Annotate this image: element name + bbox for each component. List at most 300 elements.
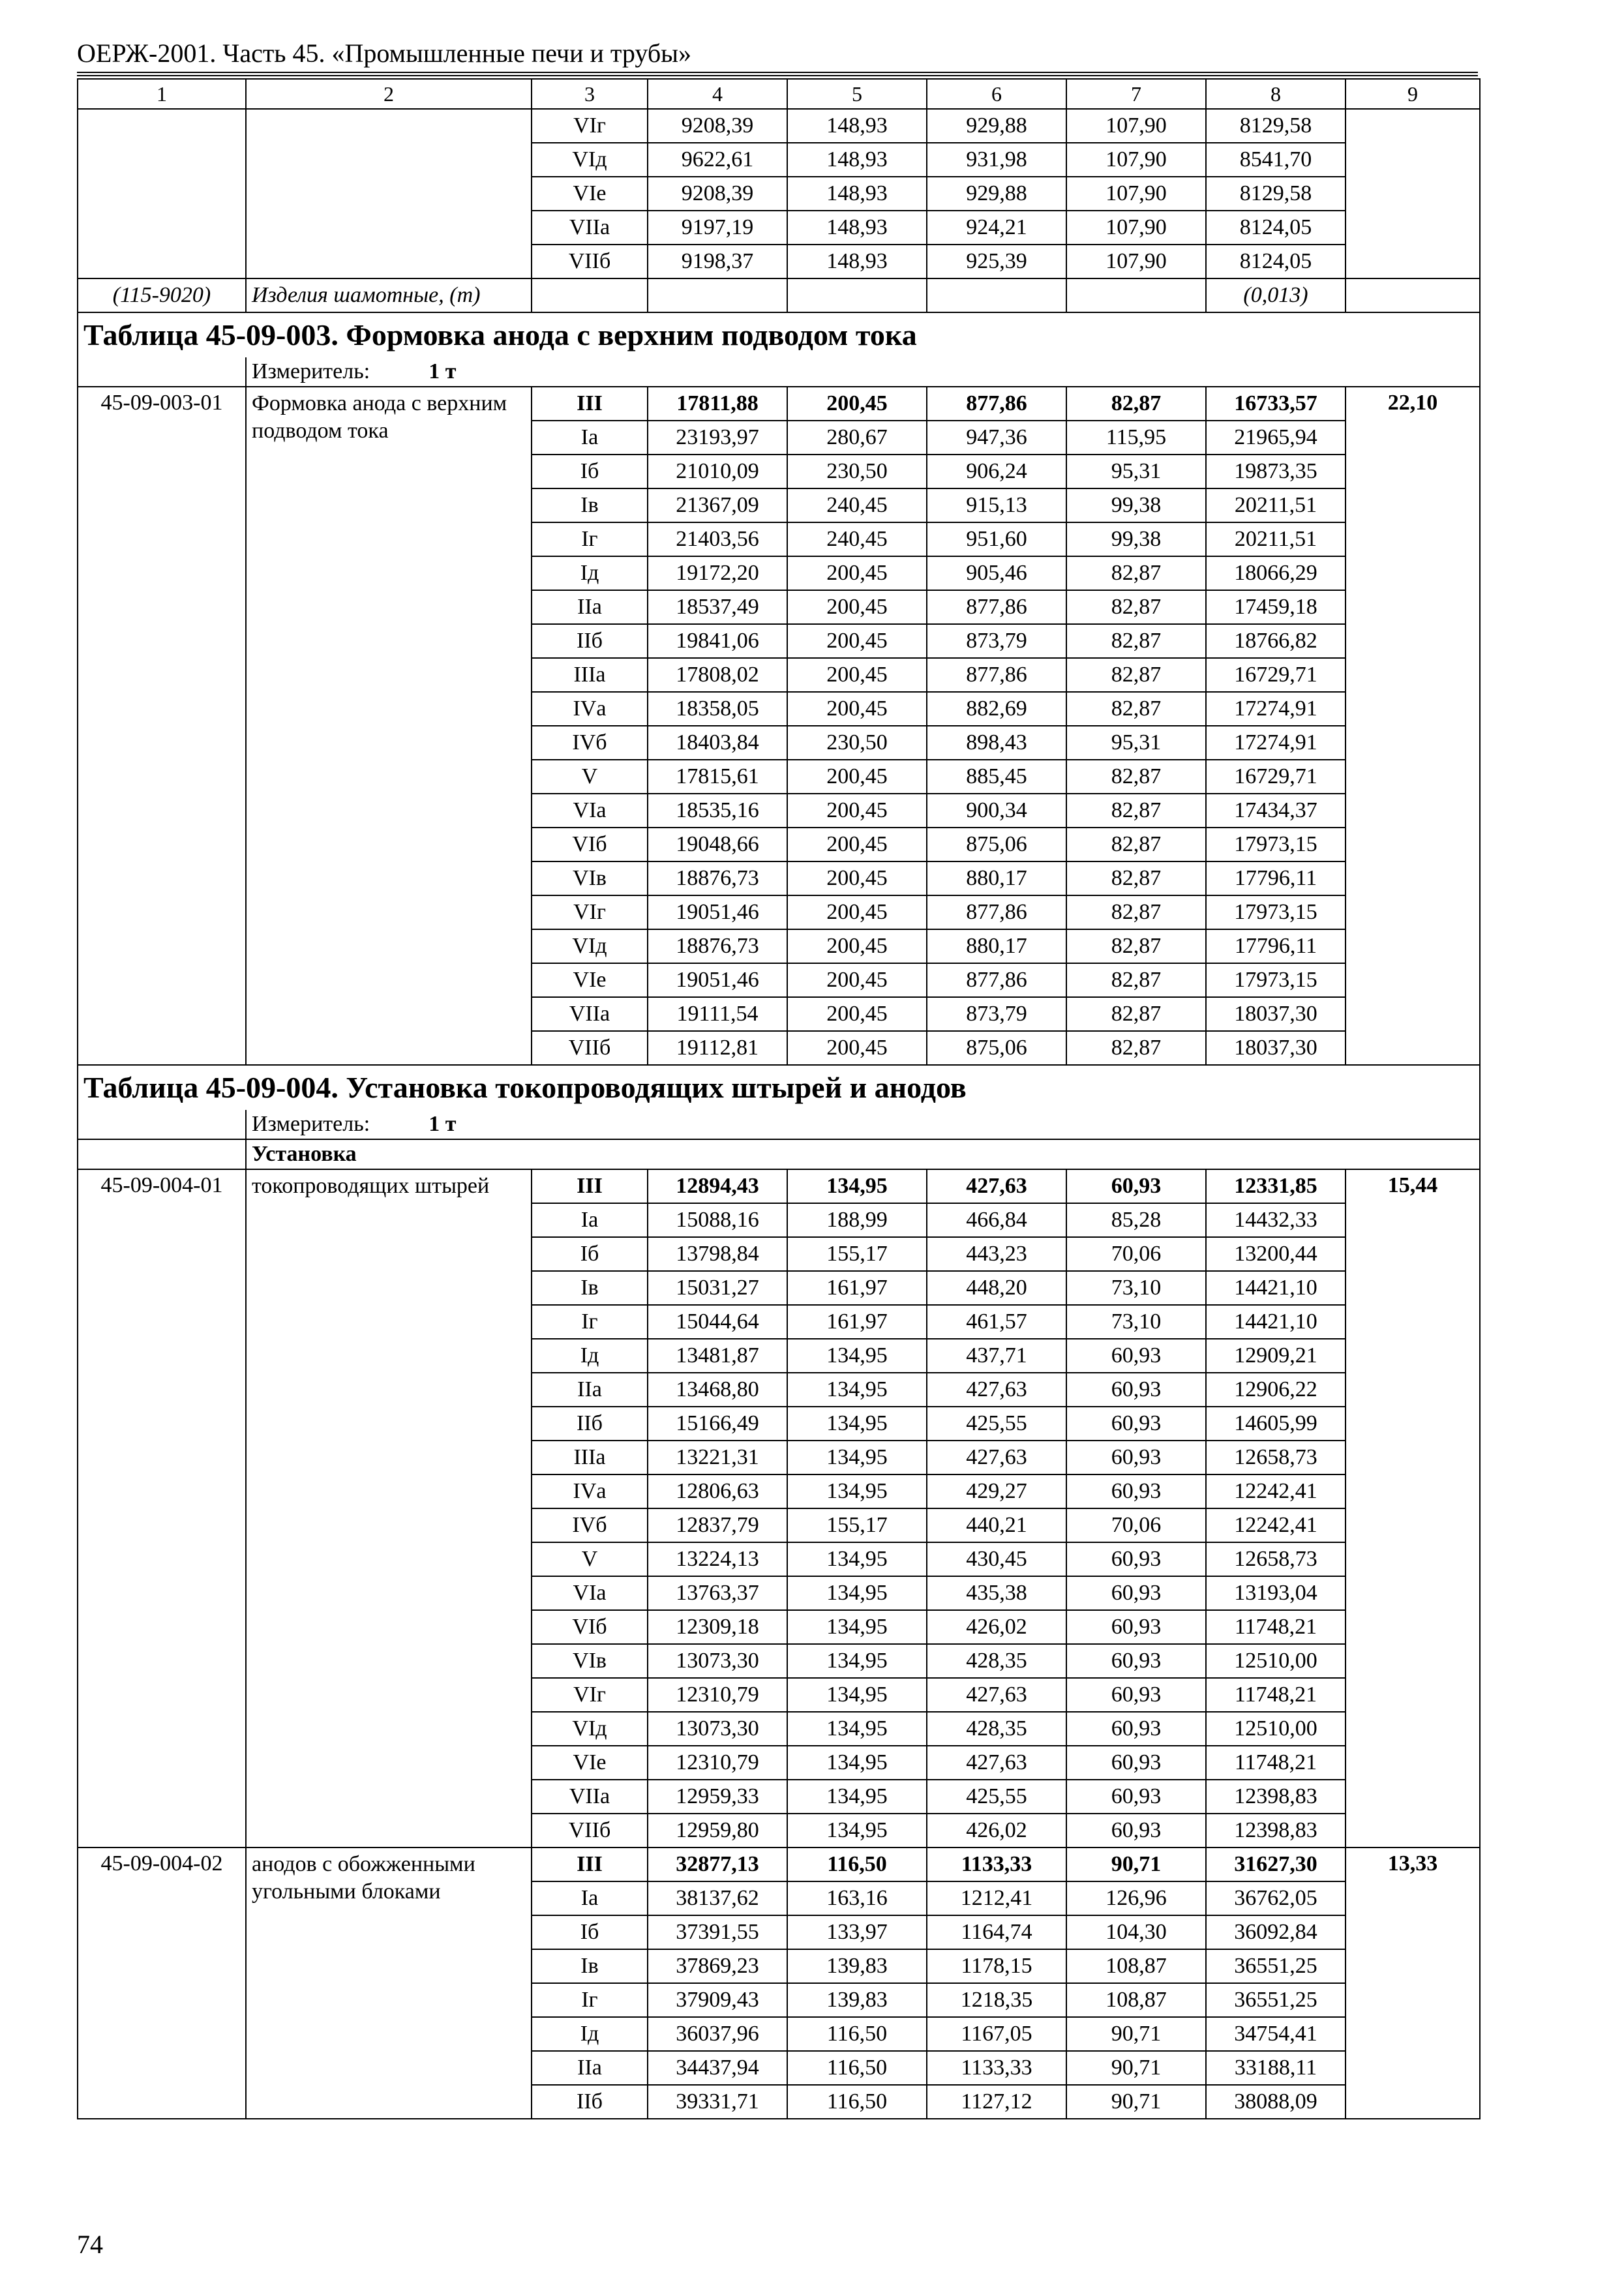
value-cell: 13073,30 — [648, 1712, 787, 1746]
value-cell: 60,93 — [1066, 1746, 1206, 1780]
value-cell: 13481,87 — [648, 1339, 787, 1373]
measure-row — [78, 357, 1480, 387]
value-cell: 60,93 — [1066, 1373, 1206, 1407]
value-cell: 14421,10 — [1206, 1305, 1346, 1339]
zone-cell: IVа — [532, 692, 648, 726]
code-cell: 45-09-004-02 — [78, 1848, 246, 2119]
zone-cell: VIIб — [532, 1814, 648, 1848]
value-cell: 12959,33 — [648, 1780, 787, 1814]
value-cell: 200,45 — [787, 624, 927, 658]
value-cell: 200,45 — [787, 828, 927, 861]
value-cell: 200,45 — [787, 963, 927, 997]
zone-cell: IVб — [532, 1508, 648, 1542]
value-cell: 15166,49 — [648, 1407, 787, 1441]
zone-cell: VIг — [532, 1678, 648, 1712]
zone-cell: IIб — [532, 2085, 648, 2119]
value-cell: 155,17 — [787, 1237, 927, 1271]
value-cell: 427,63 — [927, 1169, 1066, 1203]
zone-cell: IIа — [532, 2051, 648, 2085]
value-cell: 200,45 — [787, 997, 927, 1031]
column-number: 1 — [78, 79, 246, 109]
value-cell: 134,95 — [787, 1746, 927, 1780]
zone-cell: VIе — [532, 177, 648, 211]
measure-blank — [78, 1110, 246, 1139]
value-cell: 134,95 — [787, 1814, 927, 1848]
value-cell: 82,87 — [1066, 590, 1206, 624]
value-cell: 8541,70 — [1206, 143, 1346, 177]
column-number: 3 — [532, 79, 648, 109]
value-cell: 163,16 — [787, 1881, 927, 1915]
value-cell: 60,93 — [1066, 1339, 1206, 1373]
value-cell: 116,50 — [787, 1848, 927, 1881]
zone-cell: VIIа — [532, 211, 648, 245]
value-cell: 13798,84 — [648, 1237, 787, 1271]
value-cell: 134,95 — [787, 1441, 927, 1474]
value-cell: 70,06 — [1066, 1237, 1206, 1271]
value-cell: 12837,79 — [648, 1508, 787, 1542]
value-cell: 82,87 — [1066, 1031, 1206, 1065]
value-cell: 82,87 — [1066, 387, 1206, 421]
value-cell: 905,46 — [927, 556, 1066, 590]
table-row — [78, 109, 1480, 143]
value-cell: 60,93 — [1066, 1644, 1206, 1678]
value-cell: 12510,00 — [1206, 1712, 1346, 1746]
value-cell: 18403,84 — [648, 726, 787, 760]
value-cell: 200,45 — [787, 556, 927, 590]
column-number: 6 — [927, 79, 1066, 109]
measure-unit: 1 т — [429, 359, 457, 383]
value-cell: 99,38 — [1066, 522, 1206, 556]
code-cell: 45-09-003-01 — [78, 387, 246, 1065]
value-cell: 12309,18 — [648, 1610, 787, 1644]
value-cell: 104,30 — [1066, 1915, 1206, 1949]
value-cell: 139,83 — [787, 1983, 927, 2017]
value-cell: 39331,71 — [648, 2085, 787, 2119]
value-cell: 95,31 — [1066, 455, 1206, 488]
empty-cell — [532, 278, 648, 312]
value-cell: 126,96 — [1066, 1881, 1206, 1915]
running-header: ОЕРЖ-2001. Часть 45. «Промышленные печи и трубы» — [77, 38, 692, 68]
value-cell: 134,95 — [787, 1474, 927, 1508]
value-cell: 880,17 — [927, 929, 1066, 963]
value-cell: 161,97 — [787, 1271, 927, 1305]
name-cell: Формовка анода с верхним подводом тока — [246, 387, 532, 1065]
value-cell: 15031,27 — [648, 1271, 787, 1305]
col9-cell: 13,33 — [1346, 1848, 1480, 2119]
value-cell: 427,63 — [927, 1373, 1066, 1407]
zone-cell: IIIа — [532, 1441, 648, 1474]
value-cell: 134,95 — [787, 1712, 927, 1746]
zone-cell: Iб — [532, 1915, 648, 1949]
value-cell: 82,87 — [1066, 828, 1206, 861]
header-rule — [77, 72, 1478, 73]
value-cell: 877,86 — [927, 963, 1066, 997]
zone-cell: VIд — [532, 1712, 648, 1746]
value-cell: 18876,73 — [648, 861, 787, 895]
name-cell — [246, 109, 532, 278]
table-title-row — [78, 312, 1480, 357]
value-cell: 20211,51 — [1206, 488, 1346, 522]
value-cell: 19841,06 — [648, 624, 787, 658]
table-row — [78, 1169, 1480, 1203]
header-rule-2 — [77, 75, 1478, 76]
value-cell: 12242,41 — [1206, 1508, 1346, 1542]
value-cell: 17973,15 — [1206, 963, 1346, 997]
value-cell: 134,95 — [787, 1780, 927, 1814]
value-cell: 875,06 — [927, 1031, 1066, 1065]
value-cell: 116,50 — [787, 2085, 927, 2119]
zone-cell: Iв — [532, 1949, 648, 1983]
value-cell: 18766,82 — [1206, 624, 1346, 658]
group-label-row — [78, 1139, 1480, 1169]
value-cell: 200,45 — [787, 760, 927, 794]
value-cell: 134,95 — [787, 1644, 927, 1678]
value-cell: 426,02 — [927, 1814, 1066, 1848]
value-cell: 18037,30 — [1206, 997, 1346, 1031]
value-cell: 448,20 — [927, 1271, 1066, 1305]
material-qty: (0,013) — [1206, 278, 1346, 312]
value-cell: 34754,41 — [1206, 2017, 1346, 2051]
name-cell: анодов с обожженными угольными блоками — [246, 1848, 532, 2119]
value-cell: 12806,63 — [648, 1474, 787, 1508]
column-number: 2 — [246, 79, 532, 109]
value-cell: 134,95 — [787, 1373, 927, 1407]
value-cell: 9208,39 — [648, 177, 787, 211]
value-cell: 60,93 — [1066, 1814, 1206, 1848]
value-cell: 900,34 — [927, 794, 1066, 828]
zone-cell: V — [532, 1542, 648, 1576]
value-cell: 1133,33 — [927, 1848, 1066, 1881]
value-cell: 115,95 — [1066, 421, 1206, 455]
table-title: Таблица 45-09-003. Формовка анода с верхним подводом тока — [78, 312, 1480, 357]
zone-cell: VIг — [532, 109, 648, 143]
value-cell: 116,50 — [787, 2051, 927, 2085]
column-number: 8 — [1206, 79, 1346, 109]
value-cell: 32877,13 — [648, 1848, 787, 1881]
value-cell: 116,50 — [787, 2017, 927, 2051]
value-cell: 877,86 — [927, 658, 1066, 692]
column-number: 7 — [1066, 79, 1206, 109]
value-cell: 82,87 — [1066, 861, 1206, 895]
value-cell: 200,45 — [787, 794, 927, 828]
value-cell: 148,93 — [787, 109, 927, 143]
material-code: (115-9020) — [78, 278, 246, 312]
value-cell: 873,79 — [927, 624, 1066, 658]
value-cell: 60,93 — [1066, 1610, 1206, 1644]
zone-cell: VIб — [532, 1610, 648, 1644]
value-cell: 200,45 — [787, 590, 927, 624]
value-cell: 880,17 — [927, 861, 1066, 895]
zone-cell: IIб — [532, 1407, 648, 1441]
value-cell: 19873,35 — [1206, 455, 1346, 488]
value-cell: 200,45 — [787, 861, 927, 895]
zone-cell: Iд — [532, 2017, 648, 2051]
value-cell: 90,71 — [1066, 2051, 1206, 2085]
value-cell: 898,43 — [927, 726, 1066, 760]
value-cell: 12310,79 — [648, 1746, 787, 1780]
value-cell: 15088,16 — [648, 1203, 787, 1237]
value-cell: 19111,54 — [648, 997, 787, 1031]
value-cell: 461,57 — [927, 1305, 1066, 1339]
value-cell: 60,93 — [1066, 1576, 1206, 1610]
value-cell: 134,95 — [787, 1542, 927, 1576]
empty-cell — [927, 278, 1066, 312]
value-cell: 107,90 — [1066, 211, 1206, 245]
value-cell: 21965,94 — [1206, 421, 1346, 455]
zone-cell: VIв — [532, 1644, 648, 1678]
zone-cell: III — [532, 1169, 648, 1203]
value-cell: 134,95 — [787, 1169, 927, 1203]
name-cell: токопроводящих штырей — [246, 1169, 532, 1848]
value-cell: 148,93 — [787, 211, 927, 245]
value-cell: 877,86 — [927, 895, 1066, 929]
zone-cell: VIд — [532, 143, 648, 177]
value-cell: 148,93 — [787, 177, 927, 211]
value-cell: 36092,84 — [1206, 1915, 1346, 1949]
value-cell: 429,27 — [927, 1474, 1066, 1508]
value-cell: 17796,11 — [1206, 861, 1346, 895]
value-cell: 425,55 — [927, 1780, 1066, 1814]
value-cell: 17274,91 — [1206, 726, 1346, 760]
value-cell: 12398,83 — [1206, 1814, 1346, 1848]
value-cell: 929,88 — [927, 177, 1066, 211]
value-cell: 95,31 — [1066, 726, 1206, 760]
value-cell: 19051,46 — [648, 895, 787, 929]
value-cell: 12906,22 — [1206, 1373, 1346, 1407]
value-cell: 9198,37 — [648, 245, 787, 278]
column-number: 4 — [648, 79, 787, 109]
zone-cell: Iб — [532, 1237, 648, 1271]
value-cell: 16729,71 — [1206, 658, 1346, 692]
value-cell: 18066,29 — [1206, 556, 1346, 590]
value-cell: 20211,51 — [1206, 522, 1346, 556]
value-cell: 925,39 — [927, 245, 1066, 278]
value-cell: 134,95 — [787, 1339, 927, 1373]
value-cell: 200,45 — [787, 895, 927, 929]
empty-cell — [648, 278, 787, 312]
zone-cell: Iг — [532, 522, 648, 556]
page-number: 74 — [77, 2230, 103, 2259]
value-cell: 37391,55 — [648, 1915, 787, 1949]
value-cell: 12909,21 — [1206, 1339, 1346, 1373]
value-cell: 427,63 — [927, 1746, 1066, 1780]
value-cell: 17815,61 — [648, 760, 787, 794]
value-cell: 134,95 — [787, 1576, 927, 1610]
zone-cell: VIIа — [532, 997, 648, 1031]
value-cell: 13221,31 — [648, 1441, 787, 1474]
measure-row — [78, 1110, 1480, 1139]
measure-label: Измеритель: — [252, 1112, 370, 1136]
value-cell: 9208,39 — [648, 109, 787, 143]
value-cell: 23193,97 — [648, 421, 787, 455]
value-cell: 70,06 — [1066, 1508, 1206, 1542]
table-title-row — [78, 1065, 1480, 1110]
measure-blank — [78, 357, 246, 387]
zone-cell: IIа — [532, 590, 648, 624]
value-cell: 82,87 — [1066, 929, 1206, 963]
value-cell: 37909,43 — [648, 1983, 787, 2017]
value-cell: 12510,00 — [1206, 1644, 1346, 1678]
rates-table — [77, 78, 1481, 2119]
value-cell: 882,69 — [927, 692, 1066, 726]
value-cell: 17973,15 — [1206, 828, 1346, 861]
col9-cell — [1346, 109, 1480, 278]
value-cell: 60,93 — [1066, 1169, 1206, 1203]
value-cell: 17796,11 — [1206, 929, 1346, 963]
value-cell: 8124,05 — [1206, 245, 1346, 278]
value-cell: 60,93 — [1066, 1542, 1206, 1576]
measure-cell — [246, 1110, 1480, 1139]
zone-cell: VIа — [532, 794, 648, 828]
value-cell: 19051,46 — [648, 963, 787, 997]
value-cell: 82,87 — [1066, 963, 1206, 997]
value-cell: 200,45 — [787, 929, 927, 963]
value-cell: 13763,37 — [648, 1576, 787, 1610]
value-cell: 12959,80 — [648, 1814, 787, 1848]
value-cell: 8124,05 — [1206, 211, 1346, 245]
value-cell: 85,28 — [1066, 1203, 1206, 1237]
zone-cell: Iг — [532, 1983, 648, 2017]
measure-cell — [246, 357, 1480, 387]
zone-cell: VIе — [532, 1746, 648, 1780]
value-cell: 33188,11 — [1206, 2051, 1346, 2085]
table-row — [78, 387, 1480, 421]
value-cell: 148,93 — [787, 143, 927, 177]
value-cell: 90,71 — [1066, 2085, 1206, 2119]
value-cell: 82,87 — [1066, 895, 1206, 929]
value-cell: 107,90 — [1066, 143, 1206, 177]
value-cell: 11748,21 — [1206, 1610, 1346, 1644]
value-cell: 19112,81 — [648, 1031, 787, 1065]
value-cell: 21010,09 — [648, 455, 787, 488]
value-cell: 36762,05 — [1206, 1881, 1346, 1915]
value-cell: 426,02 — [927, 1610, 1066, 1644]
value-cell: 161,97 — [787, 1305, 927, 1339]
value-cell: 17459,18 — [1206, 590, 1346, 624]
value-cell: 875,06 — [927, 828, 1066, 861]
value-cell: 1127,12 — [927, 2085, 1066, 2119]
value-cell: 107,90 — [1066, 109, 1206, 143]
value-cell: 12398,83 — [1206, 1780, 1346, 1814]
value-cell: 31627,30 — [1206, 1848, 1346, 1881]
value-cell: 60,93 — [1066, 1712, 1206, 1746]
value-cell: 8129,58 — [1206, 109, 1346, 143]
value-cell: 60,93 — [1066, 1441, 1206, 1474]
value-cell: 200,45 — [787, 658, 927, 692]
zone-cell: VIг — [532, 895, 648, 929]
value-cell: 924,21 — [927, 211, 1066, 245]
value-cell: 17274,91 — [1206, 692, 1346, 726]
measure-unit: 1 т — [429, 1112, 457, 1136]
value-cell: 15044,64 — [648, 1305, 787, 1339]
value-cell: 90,71 — [1066, 2017, 1206, 2051]
col9-cell: 22,10 — [1346, 387, 1480, 1065]
group-blank — [78, 1139, 246, 1169]
value-cell: 12242,41 — [1206, 1474, 1346, 1508]
material-name: Изделия шамотные, (т) — [246, 278, 532, 312]
value-cell: 280,67 — [787, 421, 927, 455]
value-cell: 108,87 — [1066, 1949, 1206, 1983]
value-cell: 1164,74 — [927, 1915, 1066, 1949]
value-cell: 1218,35 — [927, 1983, 1066, 2017]
value-cell: 437,71 — [927, 1339, 1066, 1373]
zone-cell: VIе — [532, 963, 648, 997]
value-cell: 16733,57 — [1206, 387, 1346, 421]
value-cell: 90,71 — [1066, 1848, 1206, 1881]
value-cell: 139,83 — [787, 1949, 927, 1983]
zone-cell: Iа — [532, 421, 648, 455]
value-cell: 12331,85 — [1206, 1169, 1346, 1203]
value-cell: 12894,43 — [648, 1169, 787, 1203]
zone-cell: IIIа — [532, 658, 648, 692]
zone-cell: Iб — [532, 455, 648, 488]
value-cell: 1212,41 — [927, 1881, 1066, 1915]
value-cell: 134,95 — [787, 1678, 927, 1712]
value-cell: 12658,73 — [1206, 1441, 1346, 1474]
value-cell: 82,87 — [1066, 794, 1206, 828]
value-cell: 107,90 — [1066, 245, 1206, 278]
value-cell: 877,86 — [927, 387, 1066, 421]
column-number: 9 — [1346, 79, 1480, 109]
zone-cell: Iв — [532, 488, 648, 522]
value-cell: 428,35 — [927, 1712, 1066, 1746]
value-cell: 60,93 — [1066, 1407, 1206, 1441]
value-cell: 108,87 — [1066, 1983, 1206, 2017]
value-cell: 82,87 — [1066, 624, 1206, 658]
value-cell: 36551,25 — [1206, 1983, 1346, 2017]
value-cell: 9197,19 — [648, 211, 787, 245]
zone-cell: IIб — [532, 624, 648, 658]
empty-cell — [1066, 278, 1206, 312]
value-cell: 21403,56 — [648, 522, 787, 556]
value-cell: 240,45 — [787, 522, 927, 556]
value-cell: 17973,15 — [1206, 895, 1346, 929]
value-cell: 38137,62 — [648, 1881, 787, 1915]
table-row — [78, 1848, 1480, 1881]
column-number: 5 — [787, 79, 927, 109]
value-cell: 12310,79 — [648, 1678, 787, 1712]
zone-cell: VIа — [532, 1576, 648, 1610]
zone-cell: Iг — [532, 1305, 648, 1339]
material-row — [78, 278, 1480, 312]
value-cell: 427,63 — [927, 1678, 1066, 1712]
value-cell: 443,23 — [927, 1237, 1066, 1271]
zone-cell: VIIб — [532, 245, 648, 278]
zone-cell: III — [532, 1848, 648, 1881]
value-cell: 200,45 — [787, 692, 927, 726]
value-cell: 947,36 — [927, 421, 1066, 455]
value-cell: 188,99 — [787, 1203, 927, 1237]
value-cell: 82,87 — [1066, 556, 1206, 590]
value-cell: 14421,10 — [1206, 1271, 1346, 1305]
value-cell: 915,13 — [927, 488, 1066, 522]
value-cell: 148,93 — [787, 245, 927, 278]
value-cell: 19172,20 — [648, 556, 787, 590]
zone-cell: VIв — [532, 861, 648, 895]
value-cell: 21367,09 — [648, 488, 787, 522]
value-cell: 13193,04 — [1206, 1576, 1346, 1610]
value-cell: 200,45 — [787, 387, 927, 421]
value-cell: 11748,21 — [1206, 1678, 1346, 1712]
col9-cell: 15,44 — [1346, 1169, 1480, 1848]
value-cell: 36037,96 — [648, 2017, 787, 2051]
value-cell: 200,45 — [787, 1031, 927, 1065]
value-cell: 877,86 — [927, 590, 1066, 624]
value-cell: 13468,80 — [648, 1373, 787, 1407]
value-cell: 18535,16 — [648, 794, 787, 828]
value-cell: 17434,37 — [1206, 794, 1346, 828]
value-cell: 18876,73 — [648, 929, 787, 963]
